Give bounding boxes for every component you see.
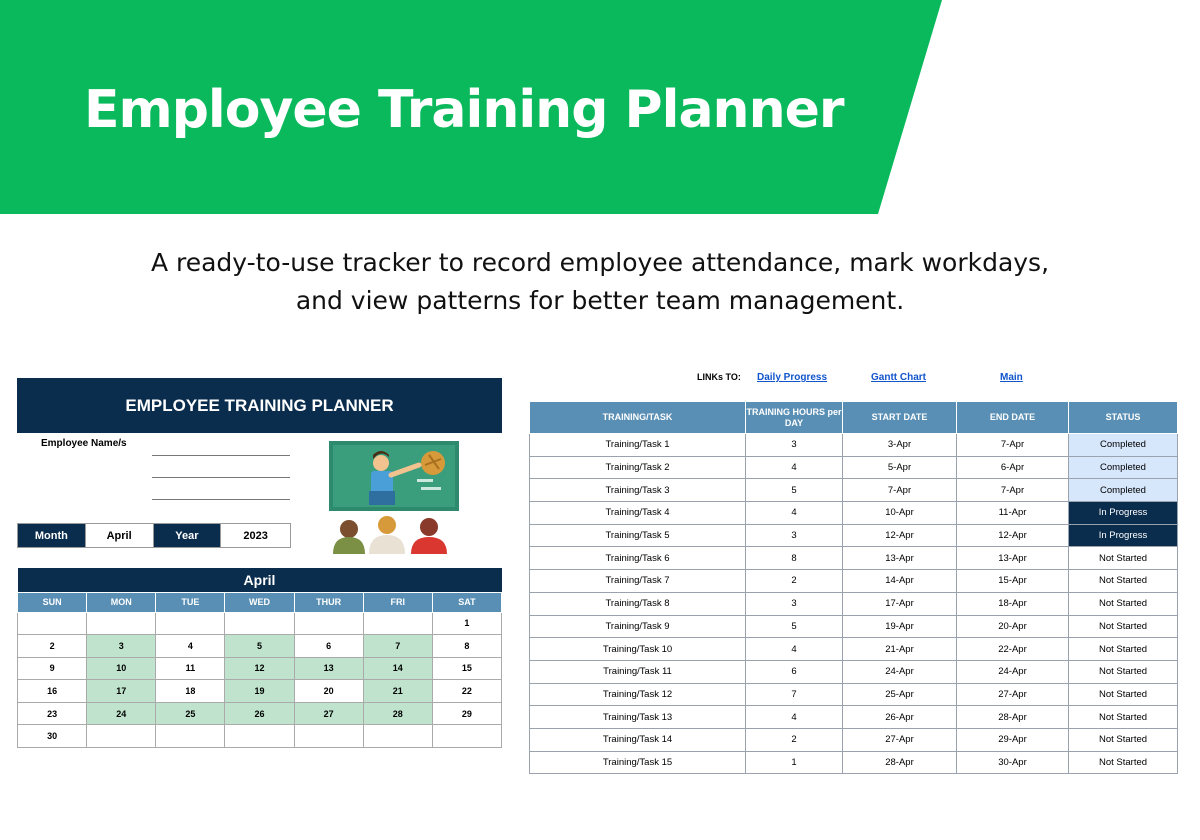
cell-start[interactable]: 25-Apr xyxy=(843,683,957,706)
employee-name-line[interactable] xyxy=(152,499,290,500)
calendar-day-cell[interactable]: 21 xyxy=(363,680,432,703)
cell-hours[interactable]: 2 xyxy=(746,570,843,593)
cell-status[interactable]: Not Started xyxy=(1069,706,1178,729)
month-year-table xyxy=(17,523,291,548)
cell-start[interactable]: 21-Apr xyxy=(843,638,957,661)
cell-start[interactable]: 13-Apr xyxy=(843,547,957,570)
calendar-week xyxy=(18,702,502,725)
calendar-day-cell[interactable]: 23 xyxy=(18,702,87,725)
table-row xyxy=(530,547,1178,570)
subtitle-line-1: A ready-to-use tracker to record employee attendance, mark workdays, xyxy=(150,248,1050,277)
cell-task[interactable]: Training/Task 13 xyxy=(530,706,746,729)
cell-status[interactable]: Not Started xyxy=(1069,660,1178,683)
table-row xyxy=(530,683,1178,706)
cell-end[interactable]: 7-Apr xyxy=(957,434,1069,457)
cell-status[interactable]: Not Started xyxy=(1069,615,1178,638)
cell-status[interactable]: Not Started xyxy=(1069,570,1178,593)
employee-name-label: Employee Name/s xyxy=(41,438,127,449)
calendar-week xyxy=(18,657,502,680)
calendar-day-cell[interactable]: 28 xyxy=(363,702,432,725)
cell-task[interactable]: Training/Task 2 xyxy=(530,456,746,479)
cell-start[interactable]: 7-Apr xyxy=(843,479,957,502)
calendar-day-cell[interactable]: 27 xyxy=(294,702,363,725)
cell-end[interactable]: 30-Apr xyxy=(957,751,1069,774)
cell-status[interactable]: Not Started xyxy=(1069,751,1178,774)
calendar-day-name: TUE xyxy=(156,592,225,612)
table-row xyxy=(530,660,1178,683)
calendar-day-cell[interactable]: 9 xyxy=(18,657,87,680)
cell-start[interactable]: 12-Apr xyxy=(843,524,957,547)
month-value[interactable]: April xyxy=(85,524,153,548)
calendar-day-cell[interactable]: 18 xyxy=(156,680,225,703)
cell-hours[interactable]: 5 xyxy=(746,479,843,502)
calendar-day-cell[interactable] xyxy=(87,725,156,748)
links-label: LINKs TO: xyxy=(697,372,741,382)
calendar-day-cell[interactable]: 5 xyxy=(225,635,294,658)
cell-hours[interactable]: 3 xyxy=(746,592,843,615)
cell-start[interactable]: 14-Apr xyxy=(843,570,957,593)
cell-status[interactable]: Not Started xyxy=(1069,683,1178,706)
daily-progress-link[interactable]: Daily Progress xyxy=(757,372,828,383)
column-header: STATUS xyxy=(1069,402,1178,434)
subtitle-line-2: and view patterns for better team management. xyxy=(295,286,905,315)
cell-hours[interactable]: 4 xyxy=(746,456,843,479)
cell-start[interactable]: 28-Apr xyxy=(843,751,957,774)
table-row xyxy=(530,728,1178,751)
calendar-day-name: WED xyxy=(225,592,294,612)
cell-status[interactable]: Not Started xyxy=(1069,592,1178,615)
column-header: TRAINING HOURS per DAY xyxy=(746,402,843,434)
cell-start[interactable]: 27-Apr xyxy=(843,728,957,751)
calendar-day-cell[interactable]: 11 xyxy=(156,657,225,680)
column-header: END DATE xyxy=(957,402,1069,434)
cell-start[interactable]: 3-Apr xyxy=(843,434,957,457)
calendar-day-cell[interactable]: 25 xyxy=(156,702,225,725)
cell-task[interactable]: Training/Task 12 xyxy=(530,683,746,706)
cell-task[interactable]: Training/Task 11 xyxy=(530,660,746,683)
cell-hours[interactable]: 3 xyxy=(746,434,843,457)
cell-end[interactable]: 15-Apr xyxy=(957,570,1069,593)
calendar-day-cell[interactable]: 19 xyxy=(225,680,294,703)
cell-hours[interactable]: 8 xyxy=(746,547,843,570)
cell-task[interactable]: Training/Task 7 xyxy=(530,570,746,593)
cell-start[interactable]: 10-Apr xyxy=(843,502,957,525)
calendar-day-cell[interactable]: 16 xyxy=(18,680,87,703)
cell-hours[interactable]: 4 xyxy=(746,502,843,525)
calendar-week xyxy=(18,680,502,703)
calendar-week xyxy=(18,635,502,658)
calendar-day-cell[interactable]: 7 xyxy=(363,635,432,658)
calendar-day-cell[interactable] xyxy=(225,725,294,748)
calendar-day-cell[interactable] xyxy=(156,612,225,635)
cell-end[interactable]: 28-Apr xyxy=(957,706,1069,729)
column-header: START DATE xyxy=(843,402,957,434)
table-row xyxy=(530,570,1178,593)
column-header: TRAINING/TASK xyxy=(530,402,746,434)
calendar-day-name: SAT xyxy=(432,592,501,612)
calendar-day-cell[interactable]: 22 xyxy=(432,680,501,703)
cell-hours[interactable]: 2 xyxy=(746,728,843,751)
cell-end[interactable]: 29-Apr xyxy=(957,728,1069,751)
year-label: Year xyxy=(153,524,221,548)
cell-hours[interactable]: 5 xyxy=(746,615,843,638)
cell-end[interactable]: 12-Apr xyxy=(957,524,1069,547)
cell-status[interactable]: Completed xyxy=(1069,456,1178,479)
cell-hours[interactable]: 6 xyxy=(746,660,843,683)
calendar-day-cell[interactable]: 24 xyxy=(87,702,156,725)
cell-hours[interactable]: 1 xyxy=(746,751,843,774)
calendar-day-cell[interactable]: 4 xyxy=(156,635,225,658)
cell-hours[interactable]: 7 xyxy=(746,683,843,706)
cell-start[interactable]: 19-Apr xyxy=(843,615,957,638)
cell-end[interactable]: 22-Apr xyxy=(957,638,1069,661)
calendar-day-cell[interactable] xyxy=(225,612,294,635)
cell-end[interactable]: 24-Apr xyxy=(957,660,1069,683)
cell-task[interactable]: Training/Task 9 xyxy=(530,615,746,638)
cell-task[interactable]: Training/Task 6 xyxy=(530,547,746,570)
calendar-day-cell[interactable] xyxy=(432,725,501,748)
cell-end[interactable]: 7-Apr xyxy=(957,479,1069,502)
calendar-month-title: April xyxy=(18,568,502,592)
cell-start[interactable]: 26-Apr xyxy=(843,706,957,729)
calendar-day-cell[interactable] xyxy=(363,725,432,748)
cell-task[interactable]: Training/Task 15 xyxy=(530,751,746,774)
cell-status[interactable]: Not Started xyxy=(1069,728,1178,751)
year-value[interactable]: 2023 xyxy=(221,524,291,548)
calendar-day-cell[interactable]: 2 xyxy=(18,635,87,658)
page-subtitle xyxy=(0,244,1200,320)
cell-end[interactable]: 13-Apr xyxy=(957,547,1069,570)
table-row xyxy=(530,502,1178,525)
cell-task[interactable]: Training/Task 3 xyxy=(530,479,746,502)
cell-hours[interactable]: 4 xyxy=(746,706,843,729)
cell-start[interactable]: 5-Apr xyxy=(843,456,957,479)
calendar xyxy=(17,568,502,748)
cell-status[interactable]: Completed xyxy=(1069,479,1178,502)
calendar-day-cell[interactable] xyxy=(294,612,363,635)
table-row xyxy=(530,434,1178,457)
cell-end[interactable]: 20-Apr xyxy=(957,615,1069,638)
table-row xyxy=(530,706,1178,729)
calendar-day-cell[interactable]: 8 xyxy=(432,635,501,658)
cell-hours[interactable]: 3 xyxy=(746,524,843,547)
calendar-day-cell[interactable]: 30 xyxy=(18,725,87,748)
calendar-week xyxy=(18,725,502,748)
cell-start[interactable]: 17-Apr xyxy=(843,592,957,615)
calendar-day-cell[interactable]: 20 xyxy=(294,680,363,703)
cell-status[interactable]: In Progress xyxy=(1069,524,1178,547)
calendar-day-cell[interactable]: 29 xyxy=(432,702,501,725)
calendar-day-name: FRI xyxy=(363,592,432,612)
table-row xyxy=(530,615,1178,638)
calendar-day-cell[interactable] xyxy=(294,725,363,748)
calendar-day-cell[interactable]: 15 xyxy=(432,657,501,680)
calendar-day-cell[interactable]: 13 xyxy=(294,657,363,680)
calendar-day-cell[interactable] xyxy=(87,612,156,635)
training-tasks-table xyxy=(529,401,1178,774)
planner-title: EMPLOYEE TRAINING PLANNER xyxy=(17,378,502,433)
calendar-day-cell[interactable] xyxy=(18,612,87,635)
employee-name-line[interactable] xyxy=(152,455,290,456)
teacher-classroom-illustration-icon xyxy=(329,441,459,554)
cell-start[interactable]: 24-Apr xyxy=(843,660,957,683)
cell-task[interactable]: Training/Task 8 xyxy=(530,592,746,615)
cell-task[interactable]: Training/Task 5 xyxy=(530,524,746,547)
cell-task[interactable]: Training/Task 14 xyxy=(530,728,746,751)
cell-end[interactable]: 18-Apr xyxy=(957,592,1069,615)
calendar-day-cell[interactable]: 14 xyxy=(363,657,432,680)
cell-task[interactable]: Training/Task 1 xyxy=(530,434,746,457)
table-row xyxy=(530,751,1178,774)
cell-end[interactable]: 27-Apr xyxy=(957,683,1069,706)
calendar-day-name: THUR xyxy=(294,592,363,612)
calendar-day-cell[interactable]: 1 xyxy=(432,612,501,635)
cell-hours[interactable]: 4 xyxy=(746,638,843,661)
calendar-week xyxy=(18,612,502,635)
cell-task[interactable]: Training/Task 4 xyxy=(530,502,746,525)
table-row xyxy=(530,524,1178,547)
calendar-day-cell[interactable]: 10 xyxy=(87,657,156,680)
table-row xyxy=(530,479,1178,502)
cell-task[interactable]: Training/Task 10 xyxy=(530,638,746,661)
table-row xyxy=(530,592,1178,615)
month-label: Month xyxy=(18,524,86,548)
calendar-day-name: SUN xyxy=(18,592,87,612)
table-row xyxy=(530,456,1178,479)
employee-name-line[interactable] xyxy=(152,477,290,478)
cell-status[interactable]: In Progress xyxy=(1069,502,1178,525)
gantt-chart-link[interactable]: Gantt Chart xyxy=(871,372,926,383)
cell-status[interactable]: Not Started xyxy=(1069,547,1178,570)
calendar-day-name: MON xyxy=(87,592,156,612)
cell-end[interactable]: 11-Apr xyxy=(957,502,1069,525)
calendar-day-cell[interactable]: 17 xyxy=(87,680,156,703)
page-title: Employee Training Planner xyxy=(84,80,844,140)
calendar-day-cell[interactable]: 26 xyxy=(225,702,294,725)
calendar-day-cell[interactable]: 6 xyxy=(294,635,363,658)
calendar-day-cell[interactable]: 12 xyxy=(225,657,294,680)
calendar-day-cell[interactable]: 3 xyxy=(87,635,156,658)
cell-end[interactable]: 6-Apr xyxy=(957,456,1069,479)
calendar-day-cell[interactable] xyxy=(363,612,432,635)
calendar-day-cell[interactable] xyxy=(156,725,225,748)
cell-status[interactable]: Completed xyxy=(1069,434,1178,457)
cell-status[interactable]: Not Started xyxy=(1069,638,1178,661)
main-link[interactable]: Main xyxy=(1000,372,1023,383)
table-row xyxy=(530,638,1178,661)
